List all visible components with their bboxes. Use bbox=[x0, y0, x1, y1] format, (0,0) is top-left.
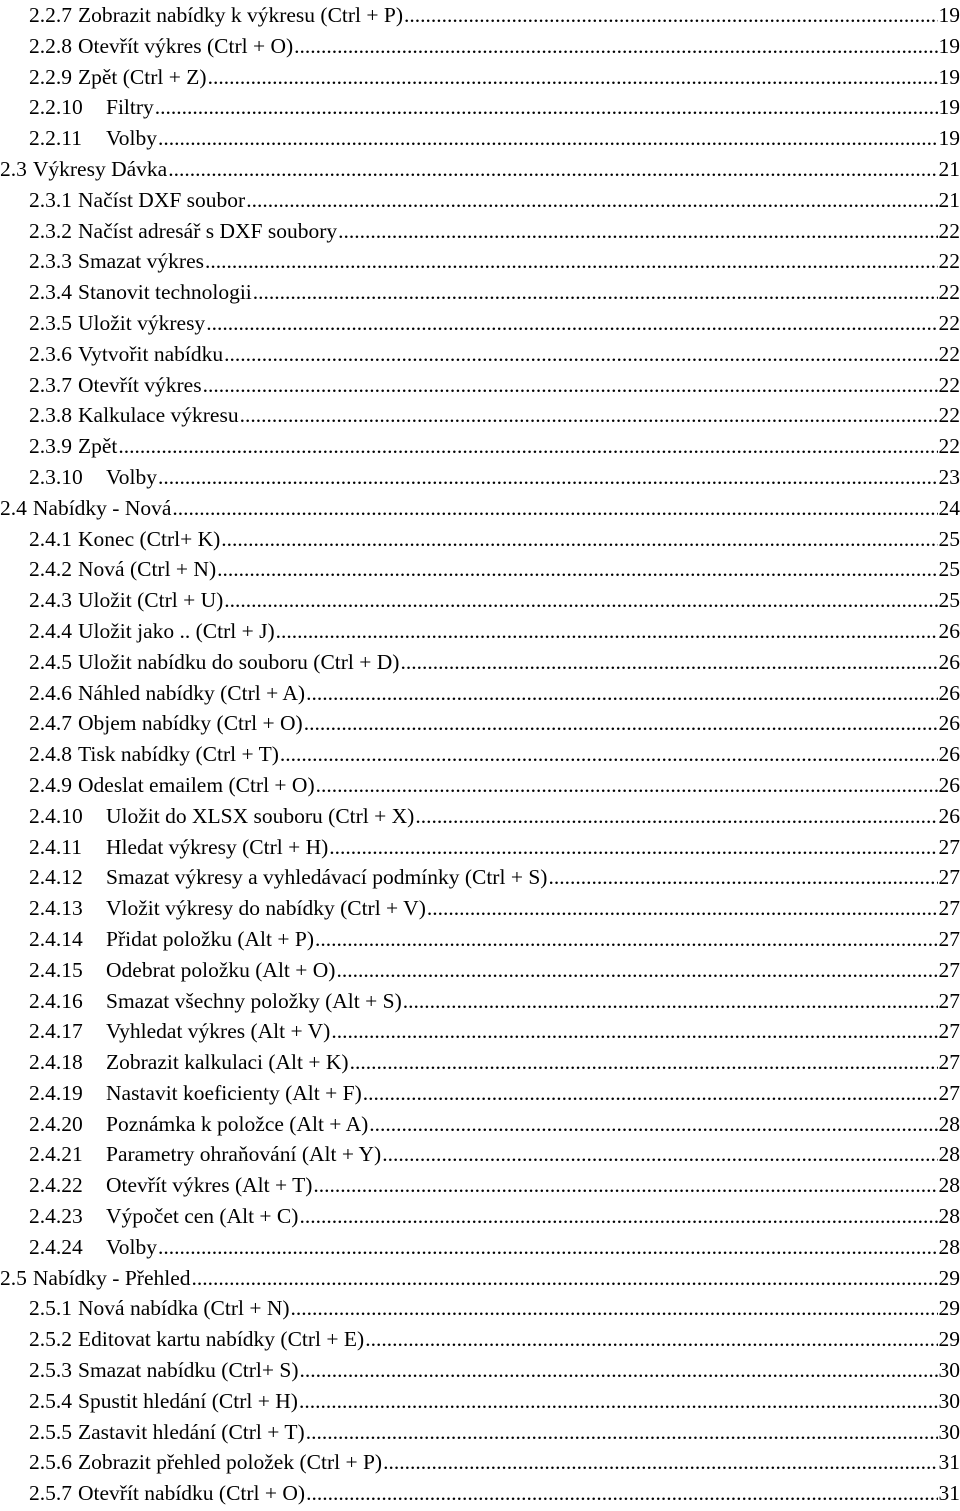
toc-entry-number: 2.4.18 bbox=[29, 1050, 83, 1075]
toc-dot-leader bbox=[315, 924, 938, 955]
toc-entry-page-number: 28 bbox=[938, 1142, 960, 1167]
toc-entry-number: 2.4.23 bbox=[29, 1204, 83, 1229]
toc-entry-number: 2.4.3 bbox=[29, 588, 72, 613]
toc-entry-title: Uložit (Ctrl + U) bbox=[78, 588, 224, 613]
toc-entry-title: Volby bbox=[106, 464, 157, 489]
toc-entry-page-number: 25 bbox=[938, 588, 960, 613]
toc-entry-title: Stanovit technologii bbox=[78, 280, 252, 305]
toc-entry[interactable] bbox=[0, 1263, 960, 1294]
toc-entry-title: Uložit jako .. (Ctrl + J) bbox=[78, 618, 275, 643]
toc-entry-page-number: 25 bbox=[938, 526, 960, 551]
toc-entry[interactable] bbox=[0, 185, 960, 216]
toc-entry-title: Odebrat položku (Alt + O) bbox=[106, 957, 336, 982]
toc-entry-page-number: 22 bbox=[938, 403, 960, 428]
toc-dot-leader bbox=[206, 308, 937, 339]
toc-entry[interactable] bbox=[0, 1417, 960, 1448]
toc-entry-page-number: 27 bbox=[938, 865, 960, 890]
toc-entry-page-number: 29 bbox=[938, 1265, 960, 1290]
toc-entry-number: 2.4.6 bbox=[29, 680, 72, 705]
toc-entry-number: 2.4.10 bbox=[29, 803, 83, 828]
toc-entry-title: Otevřít výkres bbox=[78, 372, 202, 397]
toc-dot-leader bbox=[299, 1386, 938, 1417]
toc-entry-number: 2.3.2 bbox=[29, 218, 72, 243]
toc-entry-page-number: 22 bbox=[938, 372, 960, 397]
toc-entry-title: Nastavit koeficienty (Alt + F) bbox=[106, 1080, 362, 1105]
toc-entry-page-number: 30 bbox=[938, 1419, 960, 1444]
toc-entry-title: Uložit nabídku do souboru (Ctrl + D) bbox=[78, 649, 400, 674]
toc-entry[interactable] bbox=[0, 832, 960, 863]
toc-dot-leader bbox=[155, 92, 938, 123]
toc-entry-number: 2.3.4 bbox=[29, 280, 72, 305]
toc-entry-page-number: 27 bbox=[938, 1019, 960, 1044]
toc-dot-leader bbox=[276, 616, 938, 647]
toc-entry-title: Nová nabídka (Ctrl + N) bbox=[78, 1296, 290, 1321]
toc-entry-number: 2.5.1 bbox=[29, 1296, 72, 1321]
toc-dot-leader bbox=[404, 0, 937, 31]
toc-dot-leader bbox=[331, 1016, 937, 1047]
toc-entry-number: 2.4.19 bbox=[29, 1080, 83, 1105]
toc-entry[interactable] bbox=[0, 585, 960, 616]
toc-entry[interactable] bbox=[0, 62, 960, 93]
toc-entry-page-number: 22 bbox=[938, 280, 960, 305]
toc-entry-page-number: 21 bbox=[938, 156, 960, 181]
toc-entry-title: Editovat kartu nabídky (Ctrl + E) bbox=[78, 1327, 365, 1352]
toc-entry-title: Otevřít výkres (Alt + T) bbox=[106, 1173, 313, 1198]
toc-entry[interactable] bbox=[0, 524, 960, 555]
toc-entry[interactable] bbox=[0, 0, 960, 31]
toc-dot-leader bbox=[329, 832, 937, 863]
toc-entry-page-number: 31 bbox=[938, 1481, 960, 1506]
toc-entry-number: 2.4.20 bbox=[29, 1111, 83, 1136]
toc-entry-page-number: 30 bbox=[938, 1388, 960, 1413]
toc-dot-leader bbox=[304, 708, 938, 739]
toc-entry-page-number: 19 bbox=[938, 95, 960, 120]
toc-entry-number: 2.3.6 bbox=[29, 341, 72, 366]
toc-entry-number: 2.3 bbox=[0, 156, 27, 181]
toc-entry[interactable] bbox=[0, 1016, 960, 1047]
toc-entry-number: 2.2.11 bbox=[29, 126, 82, 151]
toc-entry-title: Uložit výkresy bbox=[78, 310, 206, 335]
toc-entry-title: Otevřít výkres (Ctrl + O) bbox=[78, 33, 294, 58]
toc-entry-title: Poznámka k položce (Alt + A) bbox=[106, 1111, 369, 1136]
toc-entry-number: 2.4.17 bbox=[29, 1019, 83, 1044]
toc-entry[interactable] bbox=[0, 647, 960, 678]
toc-dot-leader bbox=[316, 770, 938, 801]
toc-entry-number: 2.4.11 bbox=[29, 834, 82, 859]
toc-entry-number: 2.3.5 bbox=[29, 310, 72, 335]
toc-entry-number: 2.4.8 bbox=[29, 742, 72, 767]
toc-entry-title: Parametry ohraňování (Alt + Y) bbox=[106, 1142, 382, 1167]
toc-entry-number: 2.4.14 bbox=[29, 926, 83, 951]
toc-entry-number: 2.4.9 bbox=[29, 772, 72, 797]
toc-dot-leader bbox=[240, 400, 938, 431]
toc-dot-leader bbox=[217, 554, 937, 585]
toc-entry-page-number: 22 bbox=[938, 434, 960, 459]
toc-entry-page-number: 28 bbox=[938, 1173, 960, 1198]
toc-entry[interactable] bbox=[0, 1139, 960, 1170]
toc-entry[interactable] bbox=[0, 154, 960, 185]
toc-dot-leader bbox=[224, 339, 937, 370]
toc-entry-page-number: 27 bbox=[938, 1080, 960, 1105]
toc-entry-title: Uložit do XLSX souboru (Ctrl + X) bbox=[106, 803, 415, 828]
toc-dot-leader bbox=[172, 493, 937, 524]
toc-entry[interactable] bbox=[0, 801, 960, 832]
toc-dot-leader bbox=[300, 1355, 938, 1386]
toc-entry-number: 2.4.2 bbox=[29, 557, 72, 582]
toc-entry[interactable] bbox=[0, 1386, 960, 1417]
toc-dot-leader bbox=[291, 1293, 938, 1324]
toc-dot-leader bbox=[382, 1139, 937, 1170]
toc-entry-title: Smazat všechny položky (Alt + S) bbox=[106, 988, 402, 1013]
toc-entry-page-number: 19 bbox=[938, 33, 960, 58]
toc-entry-page-number: 28 bbox=[938, 1111, 960, 1136]
toc-dot-leader bbox=[224, 585, 937, 616]
toc-entry-title: Náhled nabídky (Ctrl + A) bbox=[78, 680, 306, 705]
toc-entry[interactable] bbox=[0, 554, 960, 585]
toc-entry-title: Hledat výkresy (Ctrl + H) bbox=[106, 834, 329, 859]
toc-entry-number: 2.2.10 bbox=[29, 95, 83, 120]
toc-entry-title: Odeslat emailem (Ctrl + O) bbox=[78, 772, 315, 797]
toc-entry-page-number: 26 bbox=[938, 772, 960, 797]
toc-entry[interactable] bbox=[0, 862, 960, 893]
toc-dot-leader bbox=[306, 678, 937, 709]
toc-dot-leader bbox=[306, 1417, 938, 1448]
toc-entry-title: Volby bbox=[106, 126, 157, 151]
toc-entry-number: 2.4.15 bbox=[29, 957, 83, 982]
toc-entry-title: Spustit hledání (Ctrl + H) bbox=[78, 1388, 298, 1413]
toc-dot-leader bbox=[192, 1263, 938, 1294]
toc-dot-leader bbox=[415, 801, 937, 832]
toc-entry-page-number: 27 bbox=[938, 896, 960, 921]
toc-entry-number: 2.3.9 bbox=[29, 434, 72, 459]
toc-dot-leader bbox=[400, 647, 937, 678]
toc-entry[interactable] bbox=[0, 339, 960, 370]
toc-entry-page-number: 28 bbox=[938, 1234, 960, 1259]
toc-entry-title: Vložit výkresy do nabídky (Ctrl + V) bbox=[106, 896, 426, 921]
toc-entry-title: Zobrazit přehled položek (Ctrl + P) bbox=[78, 1450, 383, 1475]
toc-entry[interactable] bbox=[0, 678, 960, 709]
toc-entry-number: 2.3.8 bbox=[29, 403, 72, 428]
toc-entry-page-number: 23 bbox=[938, 464, 960, 489]
toc-entry-page-number: 25 bbox=[938, 557, 960, 582]
toc-dot-leader bbox=[158, 123, 938, 154]
toc-dot-leader bbox=[158, 1232, 938, 1263]
toc-entry[interactable] bbox=[0, 616, 960, 647]
toc-dot-leader bbox=[313, 1170, 937, 1201]
toc-entry-page-number: 22 bbox=[938, 218, 960, 243]
toc-entry-title: Filtry bbox=[106, 95, 154, 120]
toc-dot-leader bbox=[350, 1047, 938, 1078]
toc-entry-title: Smazat nabídku (Ctrl+ S) bbox=[78, 1358, 299, 1383]
toc-dot-leader bbox=[118, 431, 937, 462]
toc-dot-leader bbox=[336, 955, 937, 986]
toc-dot-leader bbox=[383, 1447, 937, 1478]
toc-dot-leader bbox=[208, 62, 938, 93]
toc-entry-title: Zastavit hledání (Ctrl + T) bbox=[78, 1419, 305, 1444]
toc-entry-page-number: 24 bbox=[938, 495, 960, 520]
toc-entry[interactable] bbox=[0, 1478, 960, 1509]
toc-entry-number: 2.3.1 bbox=[29, 187, 72, 212]
toc-entry[interactable] bbox=[0, 986, 960, 1017]
toc-entry-title: Zobrazit nabídky k výkresu (Ctrl + P) bbox=[78, 3, 404, 27]
toc-entry-page-number: 26 bbox=[938, 649, 960, 674]
toc-entry-page-number: 19 bbox=[938, 3, 960, 27]
toc-dot-leader bbox=[168, 154, 937, 185]
toc-entry[interactable] bbox=[0, 770, 960, 801]
toc-entry-page-number: 29 bbox=[938, 1296, 960, 1321]
toc-entry-page-number: 31 bbox=[938, 1450, 960, 1475]
toc-entry-title: Načíst adresář s DXF soubory bbox=[78, 218, 338, 243]
toc-entry[interactable] bbox=[0, 708, 960, 739]
toc-entry-number: 2.4.22 bbox=[29, 1173, 83, 1198]
toc-entry[interactable] bbox=[0, 1232, 960, 1263]
toc-entry-page-number: 27 bbox=[938, 834, 960, 859]
toc-entry-number: 2.2.9 bbox=[29, 64, 72, 89]
toc-entry-number: 2.5.7 bbox=[29, 1481, 72, 1506]
toc-entry-title: Objem nabídky (Ctrl + O) bbox=[78, 711, 303, 736]
toc-entry-number: 2.5.2 bbox=[29, 1327, 72, 1352]
toc-entry-number: 2.4.5 bbox=[29, 649, 72, 674]
toc-entry-number: 2.3.7 bbox=[29, 372, 72, 397]
toc-entry-number: 2.5.3 bbox=[29, 1358, 72, 1383]
toc-entry-page-number: 22 bbox=[938, 310, 960, 335]
toc-dot-leader bbox=[363, 1078, 938, 1109]
toc-entry-page-number: 26 bbox=[938, 742, 960, 767]
toc-entry-page-number: 28 bbox=[938, 1204, 960, 1229]
toc-entry[interactable] bbox=[0, 431, 960, 462]
toc-entry-number: 2.5 bbox=[0, 1265, 27, 1290]
toc-entry[interactable] bbox=[0, 1293, 960, 1324]
toc-entry[interactable] bbox=[0, 216, 960, 247]
toc-entry-number: 2.4.12 bbox=[29, 865, 83, 890]
toc-entry-title: Nová (Ctrl + N) bbox=[78, 557, 217, 582]
toc-entry-title: Nabídky - Přehled bbox=[32, 1265, 191, 1290]
toc-dot-leader bbox=[221, 524, 937, 555]
toc-entry-number: 2.5.6 bbox=[29, 1450, 72, 1475]
toc-dot-leader bbox=[158, 462, 938, 493]
toc-dot-leader bbox=[299, 1201, 937, 1232]
toc-entry-page-number: 27 bbox=[938, 926, 960, 951]
toc-entry-page-number: 26 bbox=[938, 803, 960, 828]
toc-entry-title: Zpět bbox=[78, 434, 118, 459]
toc-entry[interactable] bbox=[0, 493, 960, 524]
toc-entry-title: Nabídky - Nová bbox=[32, 495, 172, 520]
toc-entry-number: 2.4.16 bbox=[29, 988, 83, 1013]
toc-entry[interactable] bbox=[0, 1355, 960, 1386]
toc-entry-page-number: 21 bbox=[938, 187, 960, 212]
toc-entry-number: 2.5.5 bbox=[29, 1419, 72, 1444]
toc-entry[interactable] bbox=[0, 955, 960, 986]
toc-entry-title: Smazat výkresy a vyhledávací podmínky (Ctrl + S) bbox=[106, 865, 548, 890]
toc-entry-title: Výpočet cen (Alt + C) bbox=[106, 1204, 299, 1229]
toc-entry[interactable] bbox=[0, 893, 960, 924]
toc-entry[interactable] bbox=[0, 92, 960, 123]
toc-entry-title: Přidat položku (Alt + P) bbox=[106, 926, 314, 951]
toc-entry-page-number: 26 bbox=[938, 680, 960, 705]
toc-dot-leader bbox=[427, 893, 938, 924]
toc-dot-leader bbox=[365, 1324, 937, 1355]
toc-entry-number: 2.4.1 bbox=[29, 526, 72, 551]
toc-entry-page-number: 30 bbox=[938, 1358, 960, 1383]
toc-entry-number: 2.4.13 bbox=[29, 896, 83, 921]
toc-entry-number: 2.2.8 bbox=[29, 33, 72, 58]
toc-dot-leader bbox=[403, 986, 938, 1017]
toc-entry[interactable] bbox=[0, 1109, 960, 1140]
toc-entry[interactable] bbox=[0, 924, 960, 955]
toc-entry-page-number: 26 bbox=[938, 618, 960, 643]
toc-entry-title: Tisk nabídky (Ctrl + T) bbox=[78, 742, 279, 767]
toc-entry[interactable] bbox=[0, 123, 960, 154]
toc-entry-page-number: 29 bbox=[938, 1327, 960, 1352]
toc-dot-leader bbox=[253, 277, 938, 308]
toc-entry-title: Zpět (Ctrl + Z) bbox=[78, 64, 207, 89]
toc-entry-title: Výkresy Dávka bbox=[32, 156, 168, 181]
toc-entry[interactable] bbox=[0, 1447, 960, 1478]
toc-entry-title: Načíst DXF soubor bbox=[78, 187, 246, 212]
toc-entry[interactable] bbox=[0, 1047, 960, 1078]
toc-entry-page-number: 26 bbox=[938, 711, 960, 736]
toc-entry-number: 2.4.24 bbox=[29, 1234, 83, 1259]
toc-entry-page-number: 27 bbox=[938, 988, 960, 1013]
toc-entry[interactable] bbox=[0, 308, 960, 339]
toc-entry[interactable] bbox=[0, 277, 960, 308]
toc-entry-page-number: 27 bbox=[938, 1050, 960, 1075]
toc-entry-number: 2.4 bbox=[0, 495, 27, 520]
toc-entry-page-number: 19 bbox=[938, 126, 960, 151]
toc-entry-title: Kalkulace výkresu bbox=[78, 403, 239, 428]
toc-entry[interactable] bbox=[0, 246, 960, 277]
toc-entry[interactable] bbox=[0, 1324, 960, 1355]
toc-entry[interactable] bbox=[0, 1170, 960, 1201]
toc-entry-title: Otevřít nabídku (Ctrl + O) bbox=[78, 1481, 306, 1506]
toc-entry-page-number: 22 bbox=[938, 341, 960, 366]
toc-entry-title: Volby bbox=[106, 1234, 157, 1259]
toc-entry-number: 2.4.21 bbox=[29, 1142, 83, 1167]
toc-dot-leader bbox=[205, 246, 938, 277]
toc-dot-leader bbox=[548, 862, 937, 893]
toc-entry-title: Vytvořit nabídku bbox=[78, 341, 224, 366]
toc-dot-leader bbox=[203, 370, 938, 401]
toc-entry[interactable] bbox=[0, 462, 960, 493]
toc-entry-title: Zobrazit kalkulaci (Alt + K) bbox=[106, 1050, 349, 1075]
toc-dot-leader bbox=[306, 1478, 937, 1509]
toc-entry-number: 2.3.10 bbox=[29, 464, 83, 489]
toc-entry-number: 2.5.4 bbox=[29, 1388, 72, 1413]
toc-entry[interactable] bbox=[0, 739, 960, 770]
toc-dot-leader bbox=[280, 739, 938, 770]
toc-dot-leader bbox=[369, 1109, 937, 1140]
toc-dot-leader bbox=[294, 31, 937, 62]
toc-entry[interactable] bbox=[0, 1201, 960, 1232]
toc-entry-title: Smazat výkres bbox=[78, 249, 204, 274]
toc-entry[interactable] bbox=[0, 370, 960, 401]
toc-entry-number: 2.4.7 bbox=[29, 711, 72, 736]
toc-entry-page-number: 22 bbox=[938, 249, 960, 274]
toc-entry-title: Vyhledat výkres (Alt + V) bbox=[106, 1019, 331, 1044]
toc-entry[interactable] bbox=[0, 31, 960, 62]
toc-entry-number: 2.2.7 bbox=[29, 3, 72, 27]
toc-entry[interactable] bbox=[0, 1078, 960, 1109]
toc-entry-page-number: 19 bbox=[938, 64, 960, 89]
toc-dot-leader bbox=[246, 185, 937, 216]
toc-dot-leader bbox=[338, 216, 937, 247]
toc-entry-page-number: 27 bbox=[938, 957, 960, 982]
toc-entry[interactable] bbox=[0, 400, 960, 431]
toc-entry-number: 2.3.3 bbox=[29, 249, 72, 274]
toc-entry-title: Konec (Ctrl+ K) bbox=[78, 526, 221, 551]
toc-entry-number: 2.4.4 bbox=[29, 618, 72, 643]
